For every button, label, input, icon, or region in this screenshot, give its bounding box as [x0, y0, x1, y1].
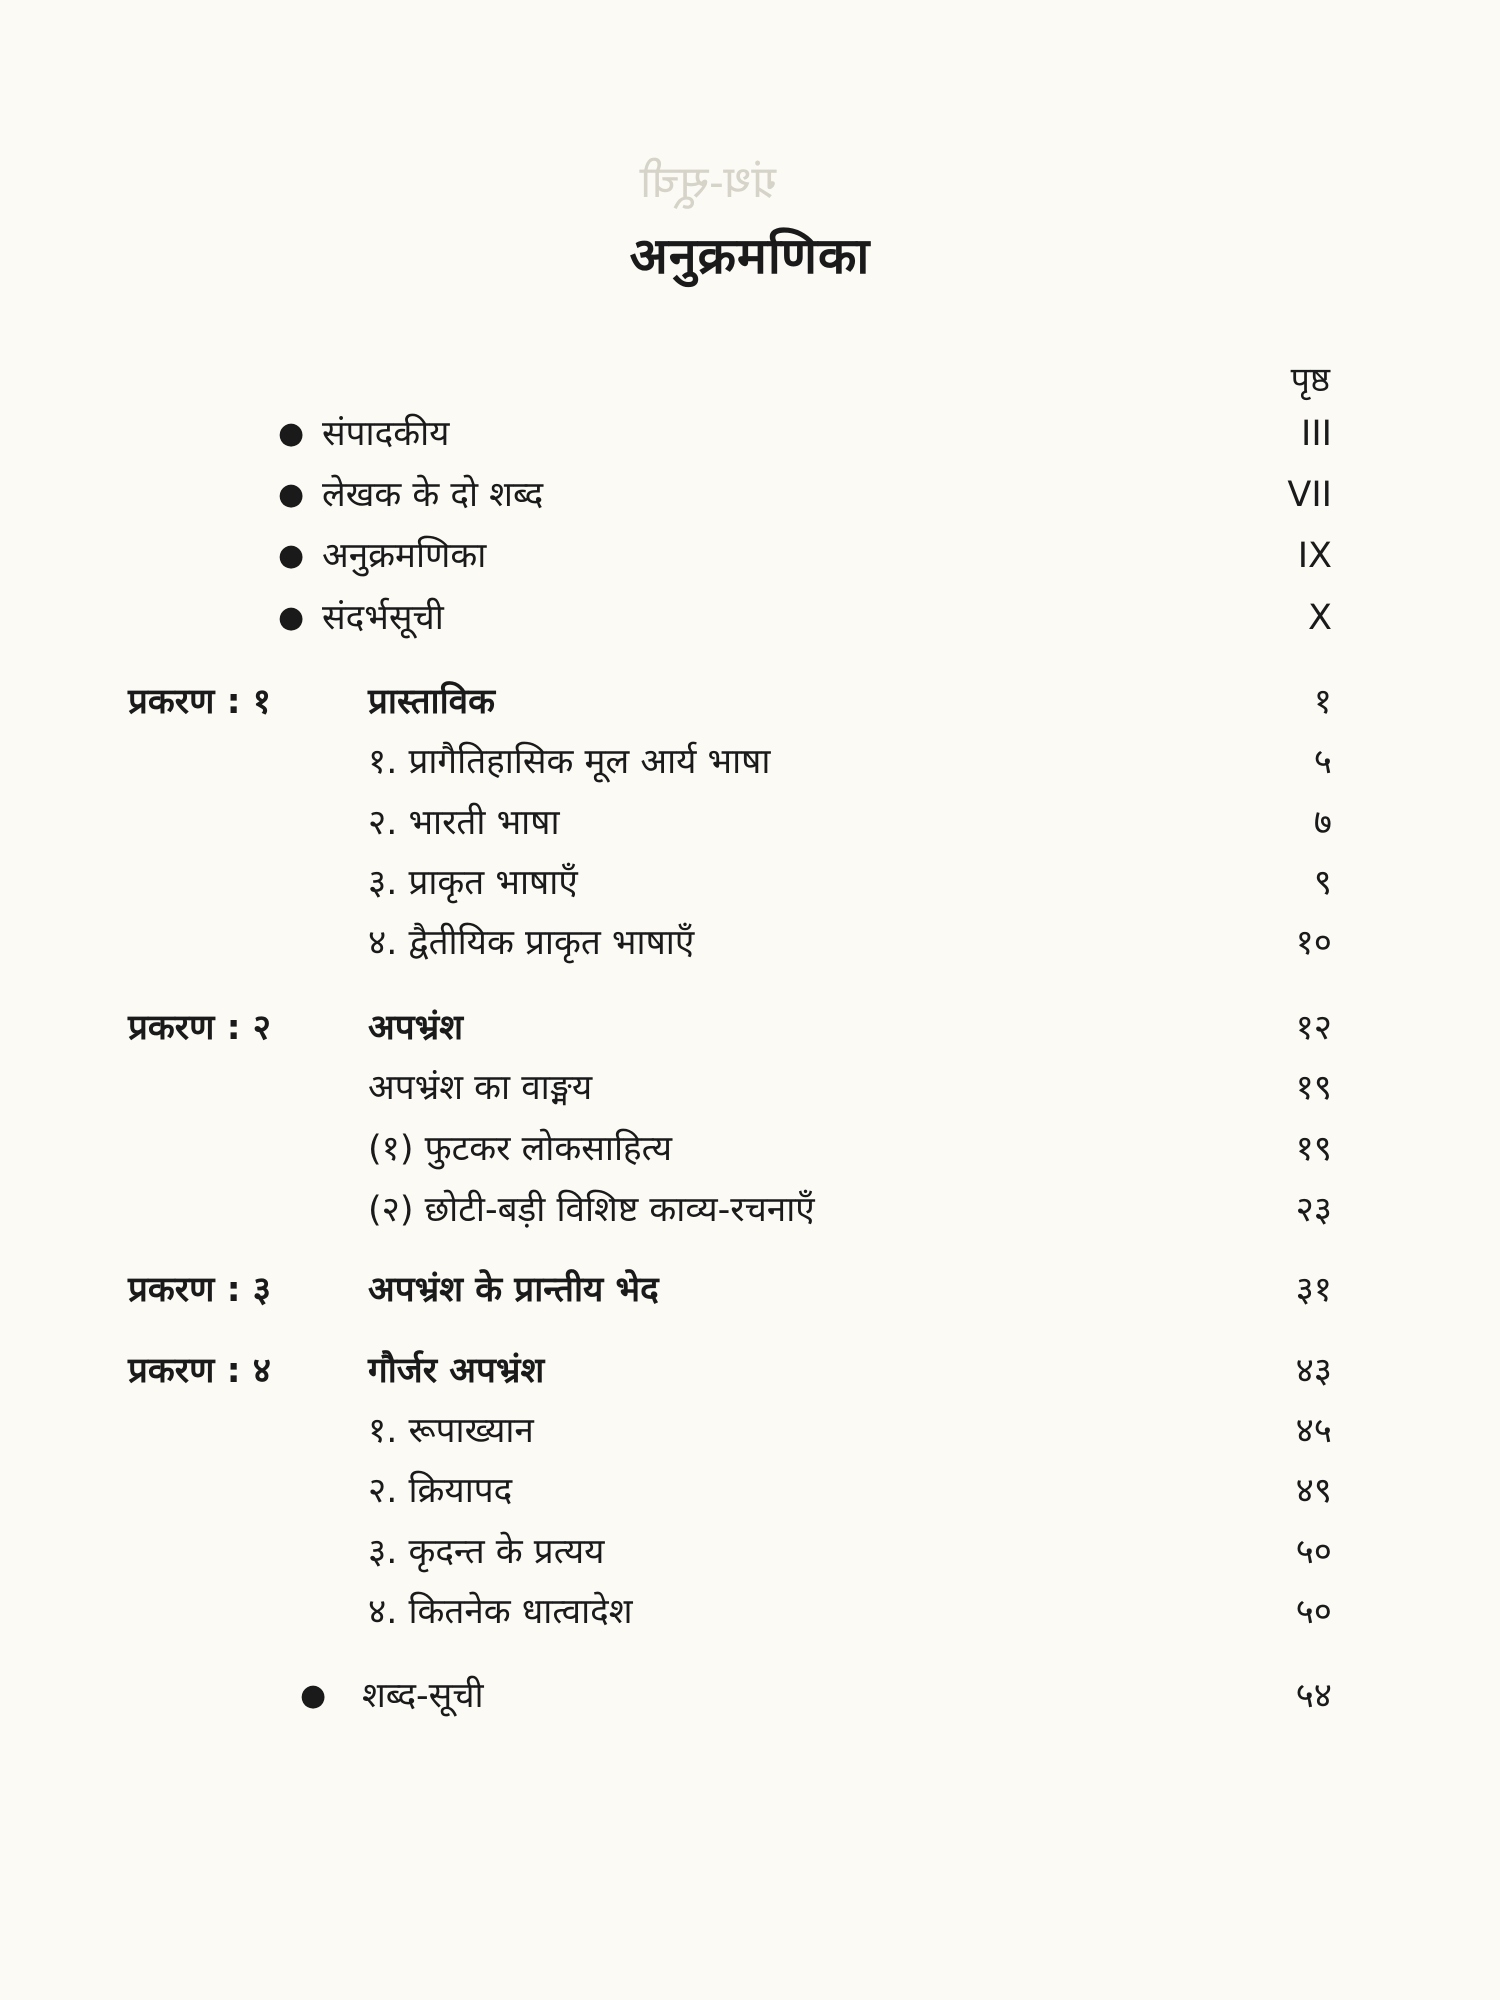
bullet-icon: ●	[278, 538, 305, 573]
chapter-heading: प्रकरण : ३ अपभ्रंश के प्रान्तीय भेद ३१	[128, 1270, 1332, 1310]
toc-entry: ३. कृदन्त के प्रत्यय ५०	[368, 1532, 1332, 1572]
toc-entry: ● शब्द-सूची ५४	[0, 1668, 1500, 1724]
toc-entry: ४. द्वैतीयिक प्राकृत भाषाएँ १०	[368, 923, 1332, 963]
toc-entry: ● लेखक के दो शब्द VII	[0, 467, 1500, 523]
toc-entry: अपभ्रंश का वाङ्मय १९	[368, 1068, 1332, 1108]
bullet-icon: ●	[278, 416, 305, 451]
page-column-header: पृष्ठ	[1290, 360, 1330, 400]
bullet-icon: ●	[278, 600, 305, 635]
show-through-text: ग्रंथ-सूची	[640, 158, 777, 207]
toc-entry: १. प्रागैतिहासिक मूल आर्य भाषा ५	[368, 742, 1332, 782]
page-title: अनुक्रमणिका	[629, 227, 871, 285]
toc-entry: (१) फुटकर लोकसाहित्य १९	[368, 1129, 1332, 1169]
toc-entry: ● अनुक्रमणिका IX	[0, 528, 1500, 584]
toc-entry: २. क्रियापद ४९	[368, 1471, 1332, 1511]
bullet-icon: ●	[278, 477, 305, 512]
toc-entry: २. भारती भाषा ७	[368, 803, 1332, 843]
chapter-heading: प्रकरण : ४ गौर्जर अपभ्रंश ४३	[128, 1351, 1332, 1391]
chapter-heading: प्रकरण : २ अपभ्रंश १२	[128, 1008, 1332, 1048]
toc-entry: (२) छोटी-बड़ी विशिष्ट काव्य-रचनाएँ २३	[368, 1190, 1332, 1230]
toc-entry: ४. कितनेक धात्वादेश ५०	[368, 1592, 1332, 1632]
toc-entry: ● संदर्भसूची X	[0, 590, 1500, 646]
toc-entry: १. रूपाख्यान ४५	[368, 1411, 1332, 1451]
toc-entry: ● संपादकीय III	[0, 406, 1500, 462]
bullet-icon: ●	[300, 1678, 327, 1713]
chapter-heading: प्रकरण : १ प्रास्ताविक १	[128, 682, 1332, 722]
toc-entry: ३. प्राकृत भाषाएँ ९	[368, 863, 1332, 903]
